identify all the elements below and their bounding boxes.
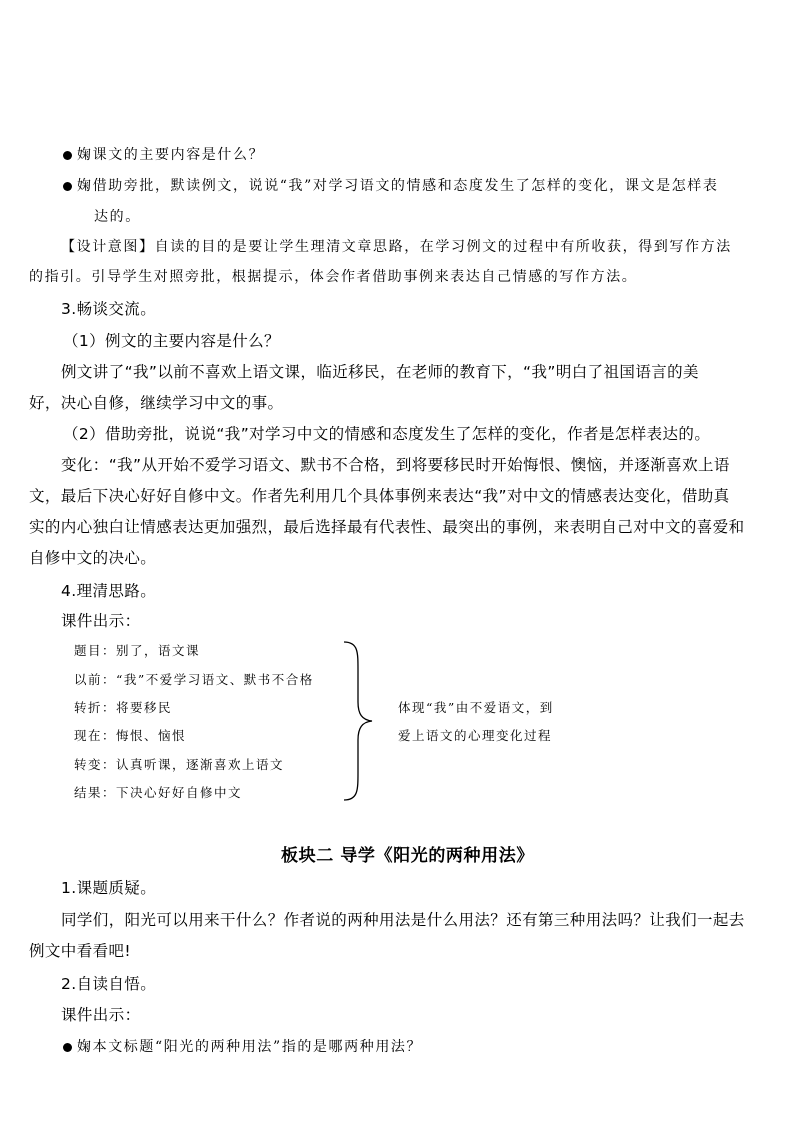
answer-paragraph: 例文讲了“我”以前不喜欢上语文课，临近移民，在老师的教育下，“我”明白了祖国语言的美 [61,363,699,381]
section-title: 板块二 导学《阳光的两种用法》 [281,846,534,866]
outline-item: 结果：下决心好好自修中文 [74,785,243,800]
question-attitude-change: 婅借助旁批，默读例文，说说“我”对学习语文的情感和态度发生了怎样的变化，课文是怎样表 [77,178,719,194]
step-heading: 2.自读自悟。 [61,975,157,993]
outline-item: 题目：别了，语文课 [74,643,201,658]
bullet-dot [63,182,72,191]
outline-item: 以前：“我”不爱学习语文、默书不合格 [74,672,314,687]
step-heading: 3.畅谈交流。 [61,300,157,318]
bullet-dot [63,1043,72,1052]
courseware-label: 课件出示： [61,612,141,630]
design-intent: 【设计意图】自读的目的是要让学生理清文章思路，在学习例文的过程中有所收获，得到写作方法 [61,239,732,255]
outline-item: 现在：悔恨、恼恨 [74,728,187,743]
step-heading: 1.课题质疑。 [61,879,157,897]
outline-summary-cont: 爱上语文的心理变化过程 [398,728,553,743]
answer-paragraph-cont: 自修中文的决心。 [29,549,157,567]
sub-question: （1）例文的主要内容是什么？ [63,332,280,350]
outline-item: 转变：认真听课，逐渐喜欢上语文 [74,757,285,772]
intro-paragraph: 同学们，阳光可以用来干什么？作者说的两种用法是什么用法？还有第三种用法吗？让我们一起去 [61,911,745,929]
answer-paragraph-cont: 好，决心自修，继续学习中文的事。 [29,394,284,412]
bullet-dot [63,151,72,160]
outline-item: 转折：将要移民 [74,700,173,715]
answer-paragraph: 变化：“我”从开始不爱学习语文、默书不合格，到将要移民时开始悔恨、懊恼，并逐渐喜欢上语 [61,456,730,474]
design-intent-cont: 的指引。引导学生对照旁批，根据提示，体会作者借助事例来表达自己情感的写作方法。 [29,269,638,285]
answer-paragraph-cont: 实的内心独白让情感表达更加强烈，最后选择最有代表性、最突出的事例，来表明自己对中文的喜爱和 [29,518,745,536]
question-attitude-change-cont: 达的。 [94,209,141,225]
intro-paragraph-cont: 例文中看看吧! [29,942,132,960]
question-title-meaning: 婅本文标题“阳光的两种用法”指的是哪两种用法？ [77,1039,423,1055]
question-main-content: 婅课文的主要内容是什么？ [77,147,265,163]
courseware-label: 课件出示： [61,1006,141,1024]
outline-summary: 体现“我”由不爱语文，到 [398,700,554,715]
step-heading: 4.理清思路。 [61,582,157,600]
sub-question: （2）借助旁批，说说“我”对学习中文的情感和态度发生了怎样的变化，作者是怎样表达的。 [63,425,711,443]
answer-paragraph-cont: 文，最后下决心好好自修中文。作者先利用几个具体事例来表达“我”对中文的情感表达变化，借助真 [29,487,730,505]
right-brace-icon [342,640,376,802]
